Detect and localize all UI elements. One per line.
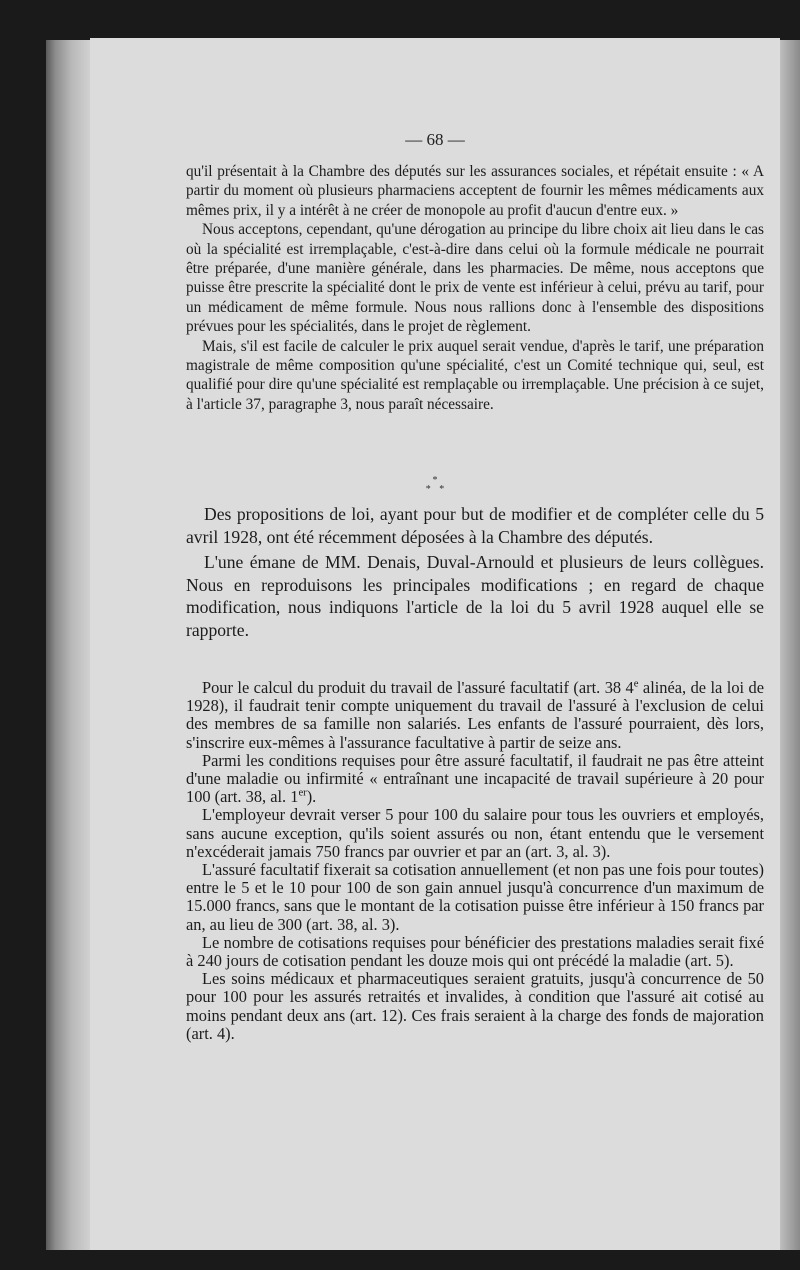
section-modifications (186, 679, 764, 1043)
paragraph (186, 752, 764, 807)
section-pharmacy-specialties (186, 162, 764, 414)
paragraph: Les soins médicaux et pharmaceutiques seraient gratuits, jusqu'à concurrence de 50 pour 100 pour les assurés retraités et invalides, à condition que l'assuré ait cotisé au moins pendant deux ans (art. 12). Ces frais seraient à la charge des fonds de majoration (art. 4). (186, 969, 764, 1043)
paragraph: L'une émane de MM. Denais, Duval-Arnould et plusieurs de leurs collègues. Nous en reproduisons les principales modifications ; en regard de chaque modification, nous indiquons l'article de la loi du 5 avril 1928 auquel elle se rapporte. (186, 552, 764, 640)
asterism-top: * (432, 475, 438, 486)
paragraph: Nous acceptons, cependant, qu'une dérogation au principe du libre choix ait lieu dans le cas où la spécialité est irremplaçable, c'est-à-dire dans celui où la formule médicale ne pourrait être préparée, d'une manière générale, dans les pharmacies. De même, nous acceptons que puisse être prescrite la spécialité dont le prix de vente est inférieur à celui, prévu au tarif, pour un médicament de même formule. Nous nous rallions donc à l'ensemble des dispositions prévues pour les spécialités, dans le projet de règlement. (186, 221, 764, 336)
text-run: ). (306, 787, 317, 807)
superscript: e (633, 678, 639, 690)
text-run: Pour le calcul du produit du travail de l'assuré facultatif (art. 38 4 (202, 678, 634, 697)
paragraph: L'assuré facultatif fixerait sa cotisation annuellement (et non pas une fois pour toutes) entre le 5 et le 10 pour 100 de son gain annuel jusqu'à concurrence d'un maximum de 15.000 francs, sans que le montant de la cotisation puisse être inférieur à 150 francs par an, au lieu de 300 (art. 38, al. 3). (186, 860, 764, 934)
section-law-proposals (186, 503, 764, 642)
paragraph: Le nombre de cotisations requises pour bénéficier des prestations maladies serait fixé à 240 jours de cotisation pendant les douze mois qui ont précédé la maladie (art. 5). (186, 932, 764, 971)
paragraph: L'employeur devrait verser 5 pour 100 du salaire pour tous les ouvriers et employés, sans aucune exception, qu'ils soient assurés ou non, étant entendu que le versement n'excéderait jamais 750 francs par ouvrier et par an (art. 3, al. 3). (186, 805, 764, 861)
asterism-bottom: * * (425, 484, 445, 495)
superscript: er (298, 787, 307, 799)
paragraph: Des propositions de loi, ayant pour but de modifier et de compléter celle du 5 avril 1928, ont été récemment déposées à la Chambre des députés. (186, 504, 764, 547)
paragraph: qu'il présentait à la Chambre des députés sur les assurances sociales, et répétait ensuite : « A partir du moment où plusieurs pharmaciens acceptent de fournir les mêmes médicaments aux mêmes prix, il y a intérêt à ne créer de monopole au profit d'aucun d'entre eux. » (186, 163, 764, 219)
asterism-divider (90, 476, 780, 502)
page-number: — 68 — (405, 130, 465, 149)
text-run: Parmi les conditions requises pour être assuré facultatif, il faudrait ne pas être atteint d'une maladie ou infirmité « entraînant une incapacité de travail supérieure à 20 pour 100 (art. 38, al. 1 (186, 750, 764, 807)
book-page (90, 38, 780, 1250)
paragraph: Mais, s'il est facile de calculer le prix auquel serait vendue, d'après le tarif, une préparation magistrale de même composition qu'une spécialité, c'est un Comité technique qui, seul, est qualifié pour dire qu'une spécialité est remplaçable ou irremplaçable. Une précision à ce sujet, à l'article 37, paragraphe 3, nous paraît nécessaire. (186, 337, 764, 413)
paragraph (186, 679, 764, 752)
text-run: alinéa, de la loi de 1928), il faudrait tenir compte uniquement du travail de l'assuré à l'exclusion de celui des membres de sa famille non salariés. Les enfants de l'assuré pourraient, dès lors, s'inscrire eux-mêmes à l'assurance facultative à partir de seize ans. (186, 678, 764, 752)
book-spine-edge (46, 40, 92, 1250)
